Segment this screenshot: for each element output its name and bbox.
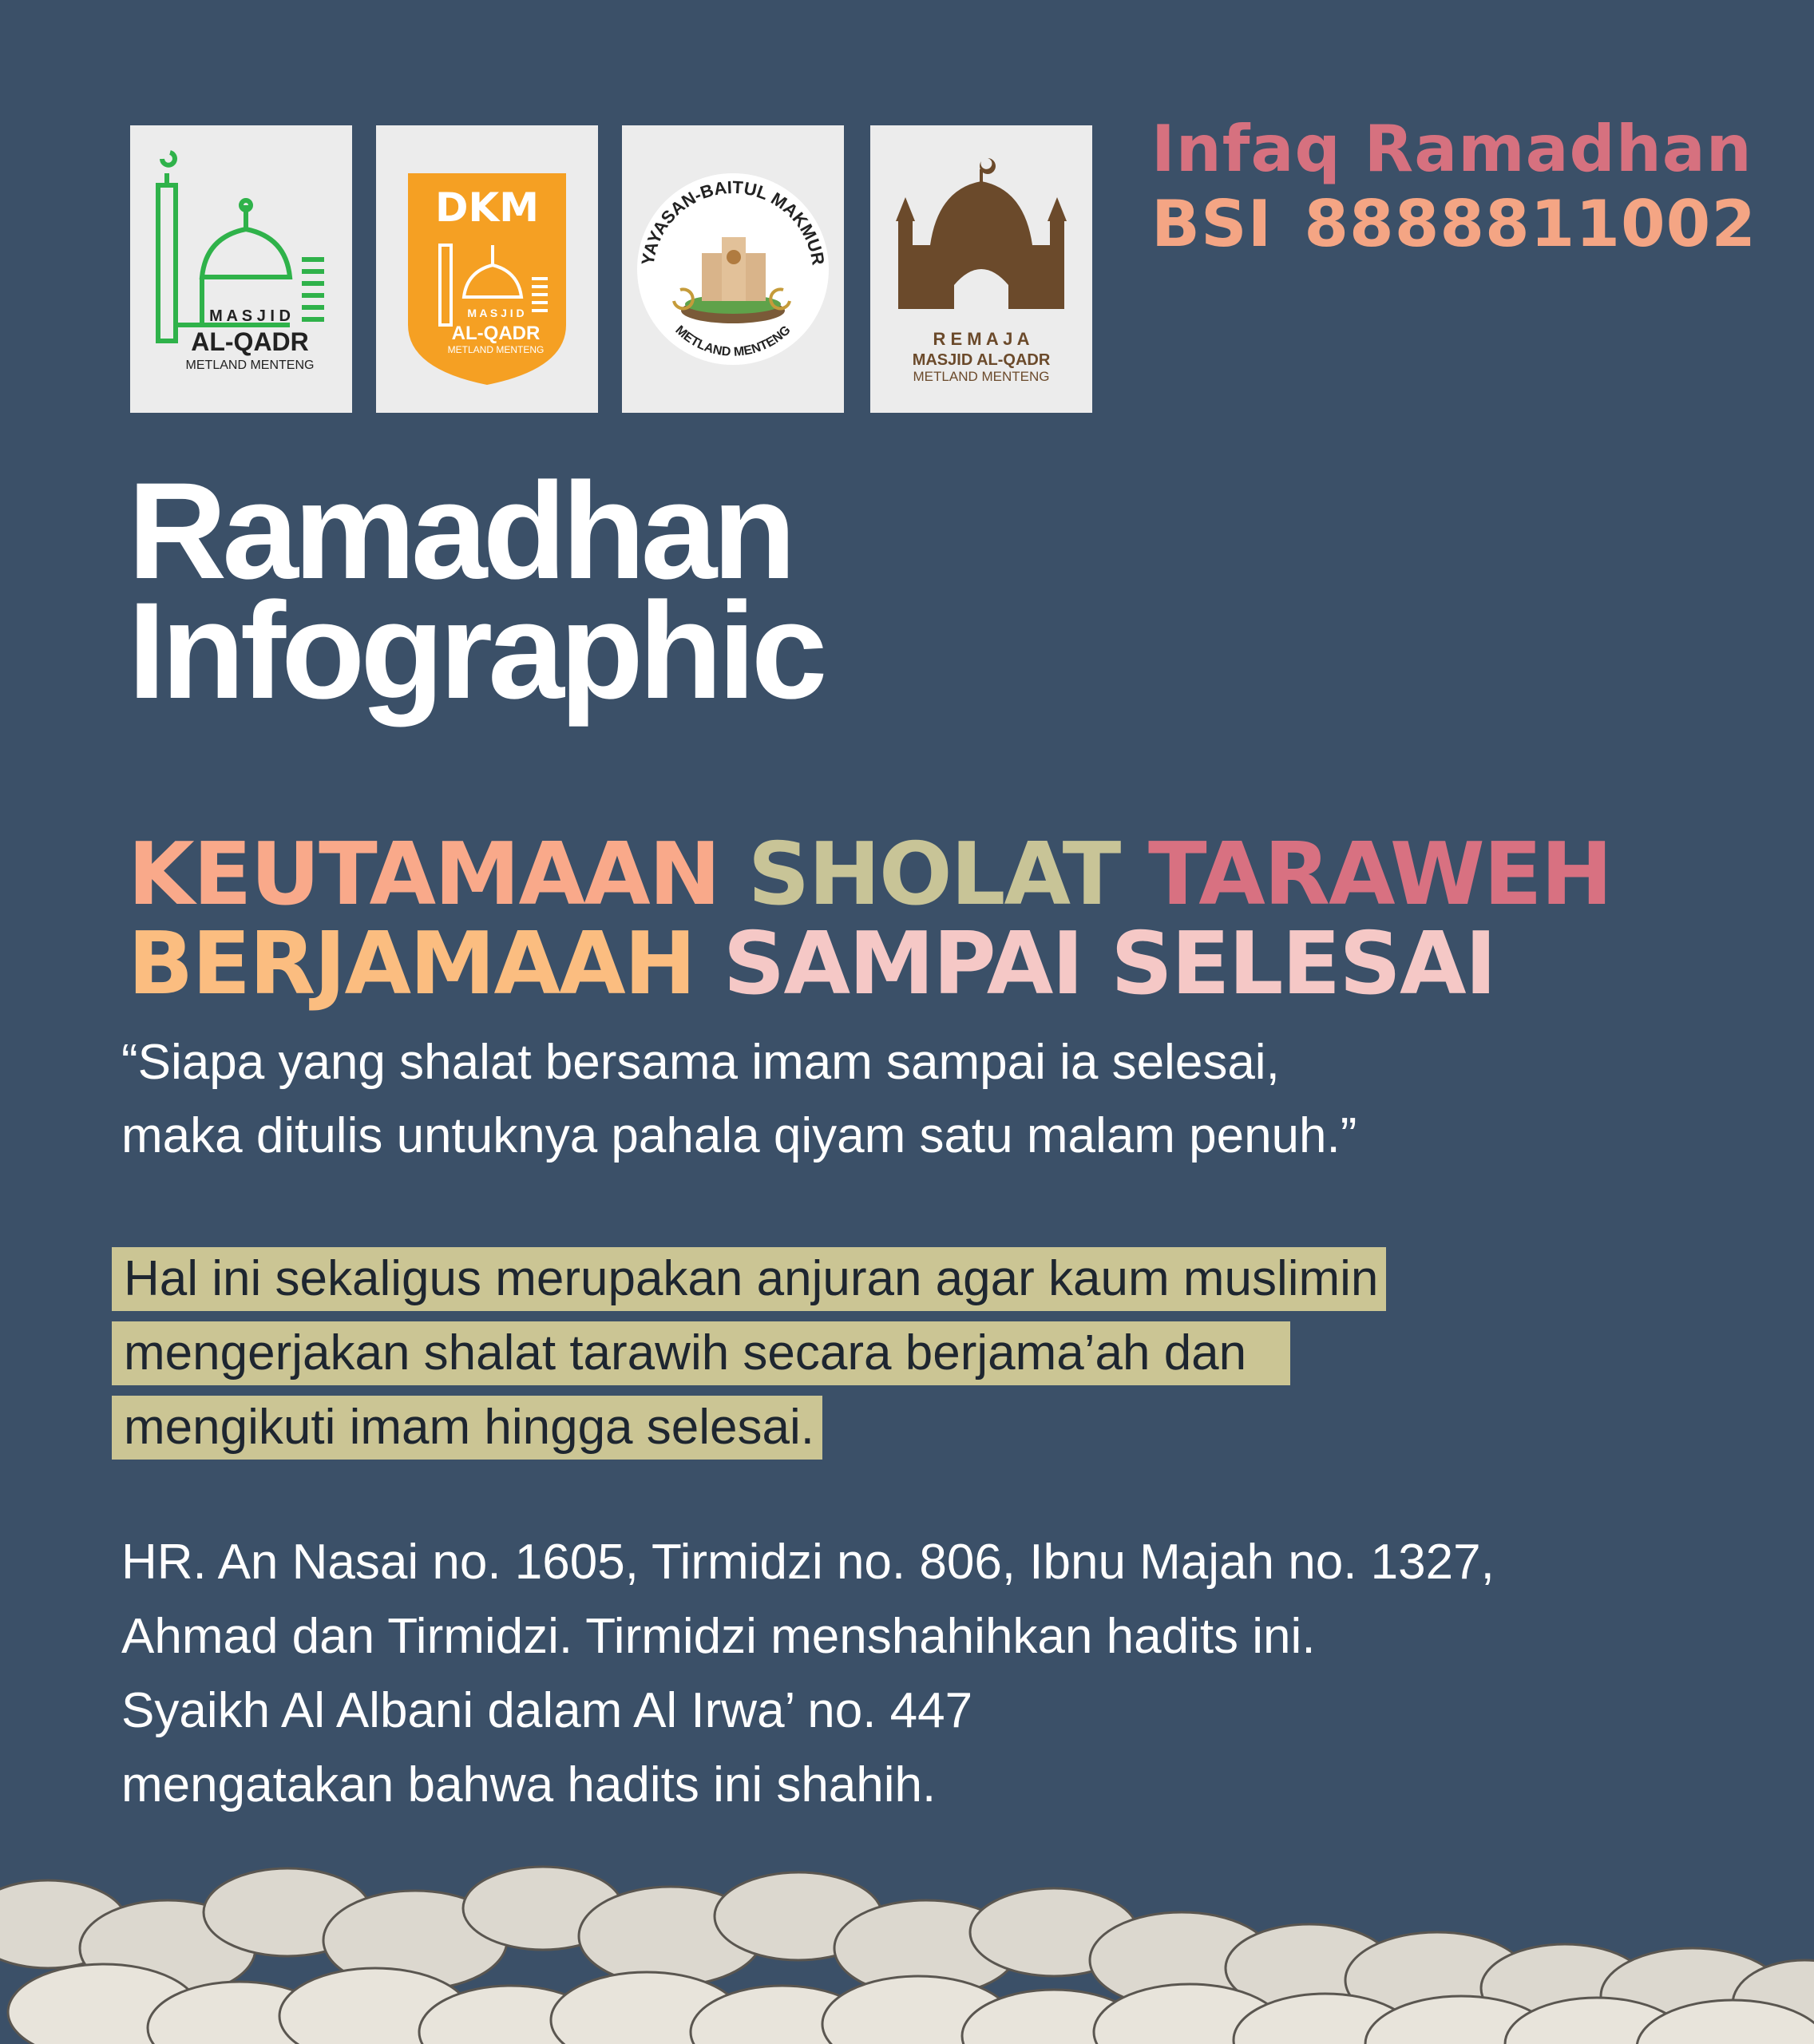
logo2-line1: M A S J I D bbox=[467, 307, 525, 319]
headline-word-keutamaan: KEUTAMAAN bbox=[128, 825, 720, 925]
reference-line-1: HR. An Nasai no. 1605, Tirmidzi no. 806, Ibnu Majah no. 1327, bbox=[121, 1535, 1495, 1590]
highlight-line-2: mengerjakan shalat tarawih secara berjama’ah dan bbox=[112, 1321, 1290, 1385]
headline bbox=[128, 825, 1612, 1014]
infaq-title: Infaq Ramadhan bbox=[1151, 112, 1753, 186]
logo4-line1: R E M A J A bbox=[933, 329, 1030, 349]
logo4-line2: MASJID AL-QADR bbox=[912, 351, 1051, 369]
quote-line-1: “Siapa yang shalat bersama imam sampai ia selesai, bbox=[121, 1035, 1280, 1090]
reference-line-2: Ahmad dan Tirmidzi. Tirmidzi menshahihkan hadits ini. bbox=[121, 1609, 1316, 1664]
logo-masjid-al-qadr bbox=[130, 125, 352, 413]
hadith-quote bbox=[121, 1026, 1357, 1173]
logo4-line3: METLAND MENTENG bbox=[913, 369, 1050, 384]
reference-line-3: Syaikh Al Albani dalam Al Irwa’ no. 447 bbox=[121, 1683, 973, 1738]
page-title bbox=[128, 454, 823, 727]
infaq-info bbox=[1151, 112, 1757, 262]
highlight-line-1: Hal ini sekaligus merupakan anjuran agar kaum muslimin bbox=[112, 1247, 1386, 1311]
mosque-logo-icon bbox=[130, 125, 352, 413]
reference-line-4: mengatakan bahwa hadits ini shahih. bbox=[121, 1757, 937, 1812]
headline-word-sholat: SHOLAT bbox=[747, 825, 1120, 925]
decorative-stones-illustration bbox=[0, 1828, 1814, 2044]
mosque-silhouette-icon bbox=[870, 125, 1092, 413]
headline-word-sampai-selesai: SAMPAI SELESAI bbox=[723, 914, 1495, 1014]
quote-line-2: maka ditulis untuknya pahala qiyam satu malam penuh.” bbox=[121, 1108, 1357, 1163]
logo1-line2: AL-QADR bbox=[191, 327, 309, 356]
headline-word-berjamaah: BERJAMAAH bbox=[128, 914, 695, 1014]
title-line-1: Ramadhan bbox=[128, 454, 792, 608]
highlight-block bbox=[112, 1242, 1386, 1464]
title-line-2: Infographic bbox=[128, 574, 823, 727]
infaq-bank: BSI bbox=[1151, 187, 1273, 261]
logo-yayasan-baitul-makmur bbox=[622, 125, 844, 413]
logo2-line2: AL-QADR bbox=[451, 323, 541, 344]
hadith-reference bbox=[121, 1525, 1495, 1822]
logo1-line1: M A S J I D bbox=[209, 307, 291, 325]
logo2-line3: METLAND MENTENG bbox=[447, 344, 545, 355]
logo3-arc-top: YAYASAN-BAITUL MAKMUR bbox=[637, 176, 829, 267]
highlight-line-3: mengikuti imam hingga selesai. bbox=[112, 1396, 822, 1460]
logo-dkm bbox=[376, 125, 598, 413]
logo-remaja-masjid bbox=[870, 125, 1092, 413]
infaq-account-number: 8888811002 bbox=[1304, 187, 1757, 261]
logo2-top: DKM bbox=[434, 184, 540, 231]
logo1-line3: METLAND MENTENG bbox=[185, 358, 315, 372]
infaq-account-line bbox=[1151, 187, 1757, 262]
circular-seal-icon bbox=[622, 125, 844, 413]
shield-logo-icon bbox=[376, 125, 598, 413]
logo3-arc-bottom: METLAND MENTENG bbox=[672, 323, 794, 359]
headline-word-taraweh: TARAWEH bbox=[1147, 825, 1612, 925]
